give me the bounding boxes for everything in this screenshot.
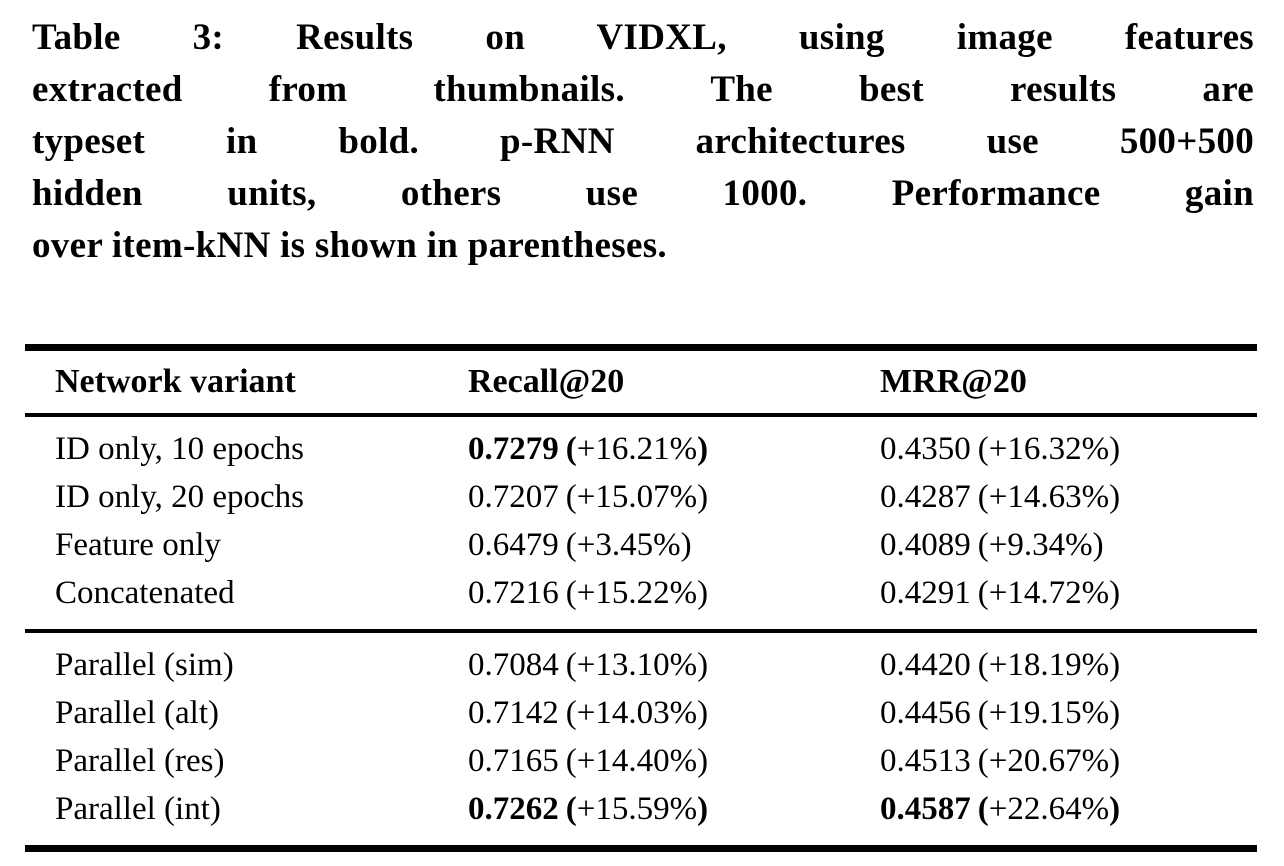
table-row: [25, 521, 1257, 569]
table-row: [25, 569, 1257, 617]
recall-cell-gain: (+3.45%): [565, 526, 692, 563]
results-table: [25, 344, 1257, 852]
variant-cell: Parallel (alt): [55, 694, 220, 731]
mrr-cell-value: 0.4513: [880, 742, 971, 779]
mrr-cell-value: 0.4456: [880, 694, 971, 731]
recall-cell-gain: (+15.22%): [565, 574, 709, 611]
recall-cell-value: 0.7279: [468, 430, 559, 467]
mrr-cell-gain: (+9.34%): [977, 526, 1104, 563]
recall-cell-gain: (+13.10%): [565, 646, 709, 683]
recall-cell: [468, 575, 880, 612]
recall-cell: [468, 431, 880, 468]
caption-line: Table 3: Results on VIDXL, using image features: [32, 17, 1254, 58]
mrr-cell-value: 0.4420: [880, 646, 971, 683]
paper-page: [0, 12, 1284, 866]
recall-cell-value: 0.7262: [468, 790, 559, 827]
variant-cell: Parallel (int): [55, 790, 221, 827]
mrr-cell-value: 0.4287: [880, 478, 971, 515]
recall-cell: [468, 527, 880, 564]
variant-cell: Parallel (res): [55, 742, 225, 779]
table-header-row: [25, 351, 1257, 413]
column-header-recall20: Recall@20: [468, 363, 625, 400]
mrr-cell-value: 0.4350: [880, 430, 971, 467]
variant-cell: Concatenated: [55, 574, 235, 611]
mrr-cell-gain: (+22.64%): [977, 790, 1121, 827]
recall-cell: [468, 743, 880, 780]
mrr-cell: [880, 695, 1257, 732]
table-caption: [32, 12, 1254, 272]
recall-cell: [468, 695, 880, 732]
caption-line: typeset in bold. p-RNN architectures use 500+500: [32, 121, 1254, 162]
table-group-parallel: [25, 633, 1257, 845]
recall-cell-value: 0.7084: [468, 646, 559, 683]
column-header-mrr20: MRR@20: [880, 363, 1027, 400]
mrr-cell: [880, 647, 1257, 684]
variant-cell: Feature only: [55, 526, 221, 563]
recall-cell-value: 0.7216: [468, 574, 559, 611]
recall-cell-gain: (+15.59%): [565, 790, 709, 827]
recall-cell-gain: (+14.03%): [565, 694, 709, 731]
table-row: [25, 473, 1257, 521]
mrr-cell: [880, 743, 1257, 780]
recall-cell-gain: (+14.40%): [565, 742, 709, 779]
column-header-network-variant: Network variant: [55, 363, 296, 400]
mrr-cell: [880, 791, 1257, 828]
mrr-cell: [880, 527, 1257, 564]
table-row: [25, 785, 1257, 833]
mrr-cell: [880, 575, 1257, 612]
mrr-cell-gain: (+19.15%): [977, 694, 1121, 731]
recall-cell-gain: (+16.21%): [565, 430, 709, 467]
mrr-cell: [880, 479, 1257, 516]
table-row: [25, 641, 1257, 689]
variant-cell: ID only, 20 epochs: [55, 478, 304, 515]
recall-cell-gain: (+15.07%): [565, 478, 709, 515]
bottom-rule: [25, 845, 1257, 852]
table-row: [25, 425, 1257, 473]
table-group-baselines: [25, 417, 1257, 629]
recall-cell: [468, 647, 880, 684]
mrr-cell: [880, 431, 1257, 468]
caption-line: hidden units, others use 1000. Performance gain: [32, 173, 1254, 214]
top-rule: [25, 344, 1257, 351]
mrr-cell-gain: (+20.67%): [977, 742, 1121, 779]
recall-cell-value: 0.6479: [468, 526, 559, 563]
variant-cell: Parallel (sim): [55, 646, 234, 683]
table-row: [25, 737, 1257, 785]
variant-cell: ID only, 10 epochs: [55, 430, 304, 467]
recall-cell-value: 0.7165: [468, 742, 559, 779]
mrr-cell-gain: (+16.32%): [977, 430, 1121, 467]
recall-cell-value: 0.7207: [468, 478, 559, 515]
table-row: [25, 689, 1257, 737]
mrr-cell-value: 0.4089: [880, 526, 971, 563]
mrr-cell-gain: (+14.63%): [977, 478, 1121, 515]
caption-line: extracted from thumbnails. The best results are: [32, 69, 1254, 110]
recall-cell-value: 0.7142: [468, 694, 559, 731]
recall-cell: [468, 479, 880, 516]
mrr-cell-value: 0.4587: [880, 790, 971, 827]
recall-cell: [468, 791, 880, 828]
mrr-cell-gain: (+18.19%): [977, 646, 1121, 683]
mrr-cell-value: 0.4291: [880, 574, 971, 611]
mrr-cell-gain: (+14.72%): [977, 574, 1121, 611]
caption-line: over item-kNN is shown in parentheses.: [32, 225, 667, 266]
